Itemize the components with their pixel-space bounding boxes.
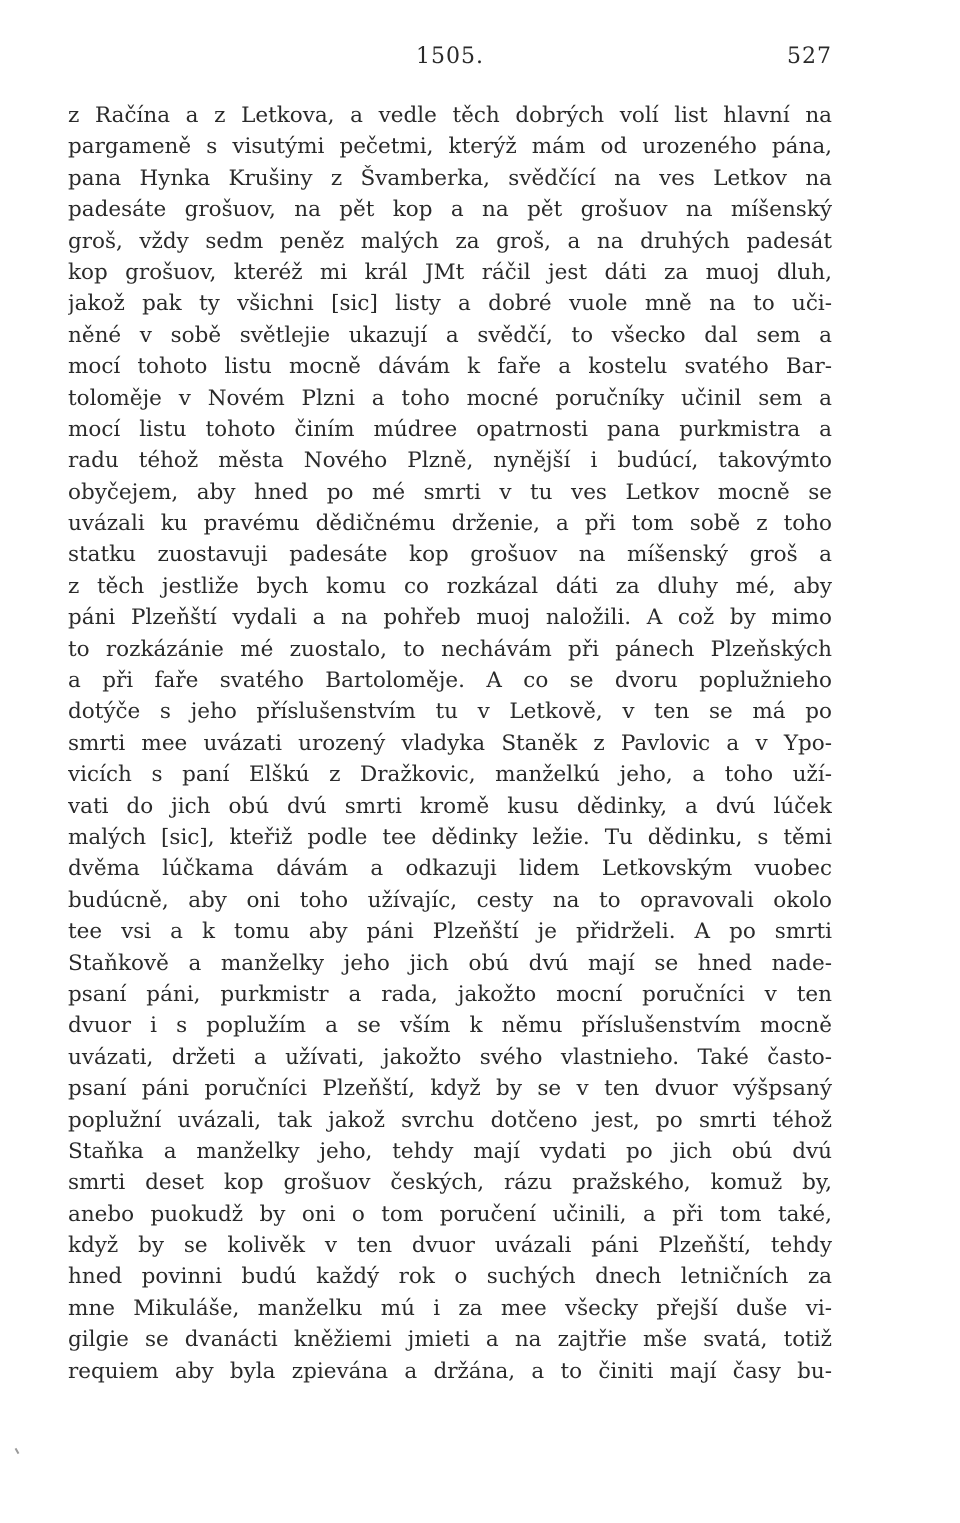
body-text (68, 100, 832, 1387)
text-line: kop grošuov, kteréž mi král JMt ráčil jest dáti za muoj dluh, (68, 259, 832, 285)
text-line: to rozkázánie mé zuostalo, to nechávám při pánech Plzeňských (68, 636, 832, 662)
text-line: dotýče s jeho příslušenstvím tu v Letkově, v ten se má po (68, 699, 832, 725)
text-line: psaní páni, purkmistr a rada, jakožto mocní poručníci v ten (68, 981, 832, 1007)
text-line: anebo puokudž by oni o tom poručení učinili, a při tom také, (68, 1201, 832, 1227)
text-line: z těch jestliže bych komu co rozkázal dáti za dluhy mé, aby (68, 573, 832, 599)
text-line: z Račína a z Letkova, a vedle těch dobrých volí list hlavní na (68, 103, 832, 128)
page-number: 527 (787, 44, 832, 69)
running-head-year: 1505. (416, 44, 484, 69)
text-line: malých [sic], kteřiž podle tee dědinky ležie. Tu dědinku, s těmi (68, 824, 832, 850)
text-line: uvázati, držeti a užívati, jakožto svého vlastnieho. Také často- (68, 1044, 832, 1070)
text-line: hned povinni budú každý rok o suchých dnech letničních za (68, 1264, 832, 1290)
text-line: když by se kolivěk v ten dvuor uvázali páni Plzeňští, tehdy (68, 1233, 832, 1259)
text-line: statku zuostavuji padesáte kop grošuov na míšenský groš a (68, 542, 832, 568)
text-line: něné v sobě světlejie ukazují a svědčí, to všecko dal sem a (68, 322, 832, 348)
text-line: radu téhož města Nového Plzně, nynější i budúcí, takovýmto (68, 448, 832, 474)
scan-speck (15, 1448, 20, 1454)
text-line: tee vsi a k tomu aby páni Plzeňští je přidrželi. A po smrti (68, 919, 832, 945)
text-line: requiem aby byla zpievána a držána, a to činiti mají časy bu- (68, 1358, 832, 1384)
text-line: mne Mikuláše, manželku mú i za mee všecky přejší duše vi- (68, 1295, 832, 1321)
text-line: smrti deset kop grošuov českých, rázu pražského, komuž by, (68, 1170, 832, 1196)
running-head (68, 42, 832, 72)
text-line: pargameně s visutými pečetmi, kterýž mám od urozeného pána, (68, 134, 832, 160)
text-line: mocí tohoto listu mocně dávám k faře a kostelu svatého Bar- (68, 354, 832, 380)
text-line: Staňka a manželky jeho, tehdy mají vydati po jich obú dvú (68, 1138, 832, 1164)
text-line: vati do jich obú dvú smrti kromě kusu dědinky, a dvú lúček (68, 793, 832, 819)
text-line: jakož pak ty všichni [sic] listy a dobré vuole mně na to uči- (68, 291, 832, 317)
text-line: a při faře svatého Bartoloměje. A co se dvoru poplužnieho (68, 668, 832, 694)
text-line: smrti mee uvázati urozený vladyka Staněk z Pavlovic a v Ypo- (68, 730, 832, 756)
text-line: obyčejem, aby hned po mé smrti v tu ves Letkov mocně se (68, 479, 832, 505)
text-line: uvázali ku pravému dědičnému drženie, a při tom sobě z toho (68, 511, 832, 537)
text-line: vicích s paní Elškú z Dražkovic, manželkú jeho, a toho uží- (68, 762, 832, 788)
text-line: Staňkově a manželky jeho jich obú dvú mají se hned nade- (68, 950, 832, 976)
text-line: toloměje v Novém Plzni a toho mocné poručníky učinil sem a (68, 385, 832, 411)
text-line: dvuor i s poplužím a se vším k němu příslušenstvím mocně (68, 1013, 832, 1039)
text-line: padesáte grošuov, na pět kop a na pět grošuov na míšenský (68, 197, 832, 223)
text-line: gilgie se dvanácti kněžiemi jmieti a na zajtřie mše svatá, totiž (68, 1327, 832, 1353)
text-line: páni Plzeňští vydali a na pohřeb muoj naložili. A což by mimo (68, 605, 832, 631)
text-line: budúcně, aby oni toho užívajíc, cesty na to opravovali okolo (68, 887, 832, 913)
text-line: groš, vždy sedm peněz malých za groš, a na druhých padesát (68, 228, 832, 254)
text-line: dvěma lúčkama dávám a odkazuji lidem Letkovským vuobec (68, 856, 832, 882)
text-line: poplužní uvázali, tak jakož svrchu dotčeno jest, po smrti téhož (68, 1107, 832, 1133)
text-line: mocí listu tohoto činím múdree opatrnosti pana purkmistra a (68, 416, 832, 442)
text-line: psaní páni poručníci Plzeňští, když by se v ten dvuor výšpsaný (68, 1076, 832, 1102)
text-line: pana Hynka Krušiny z Švamberka, svědčící na ves Letkov na (68, 165, 832, 191)
